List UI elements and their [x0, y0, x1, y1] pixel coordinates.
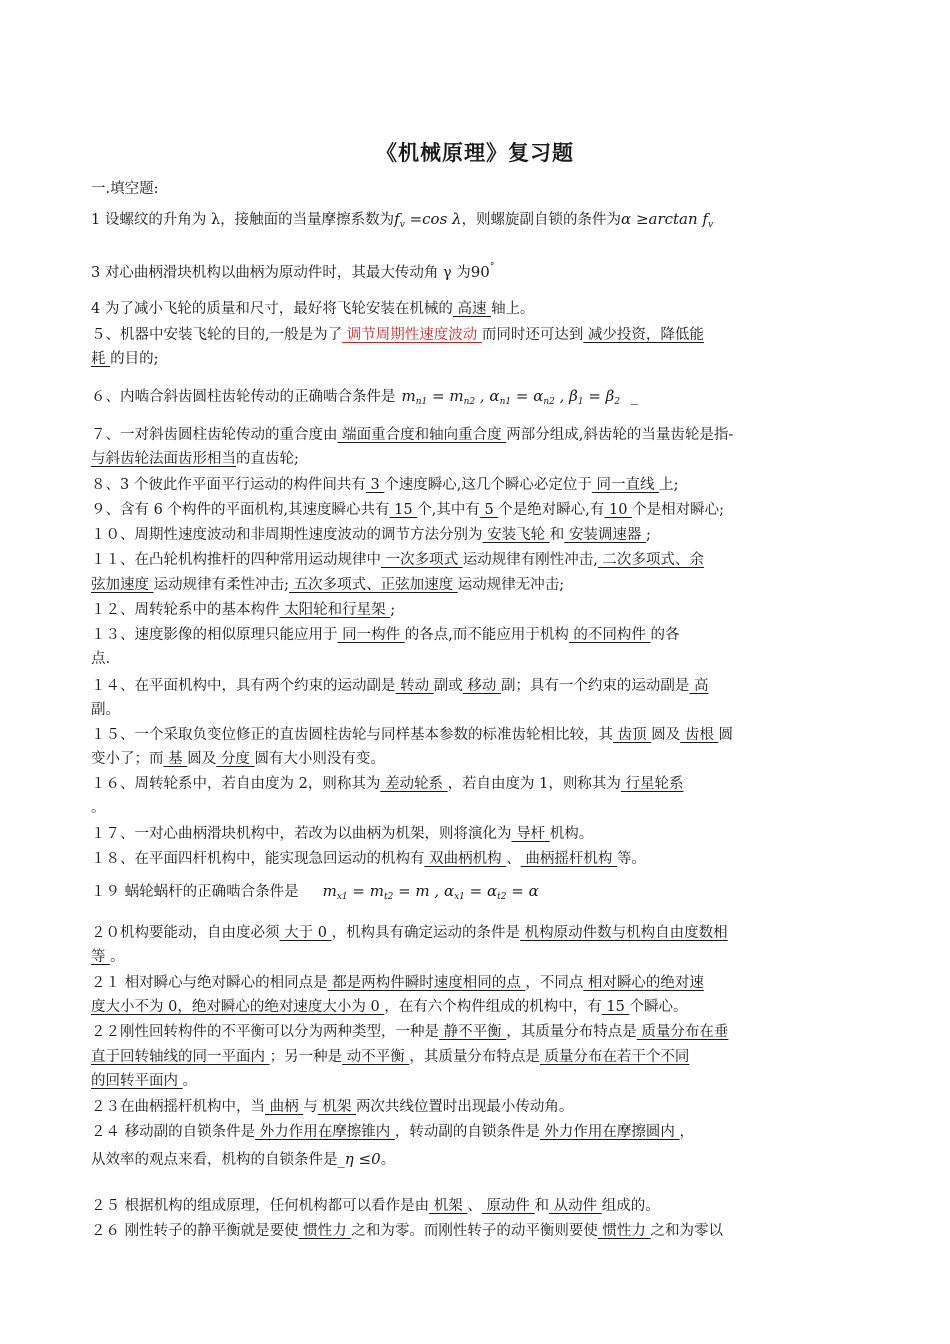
question-14-cont: 副。: [91, 702, 120, 718]
answer-blank: 惯性力: [597, 1223, 651, 1239]
question-13-cont: 点.: [91, 651, 111, 667]
answer-blank: 惯性力: [298, 1223, 352, 1239]
question-24: ２４ 移动副的自锁条件是 外力作用在摩擦锥内 ，转动副的自锁条件是 外力作用在摩擦圆内 ，: [91, 1124, 695, 1140]
question-9: ９、含有 6 个构件的平面机构,其速度瞬心共有 15 个,其中有 5 个是绝对瞬心,有 10 个是相对瞬心;: [91, 502, 724, 518]
answer-blank: 太阳轮和行星架: [279, 602, 391, 618]
question-5: ５、机器中安装飞轮的目的,一般是为了 调节周期性速度波动 而同时还可达到 减少投资，降低能: [91, 327, 704, 343]
answer-blank: 等: [91, 949, 111, 965]
answer-blank: 分度: [216, 751, 255, 767]
question-10: １０、周期性速度波动和非周期性速度波动的调节方法分别为 安装飞轮 和 安装调速器 ;: [91, 527, 651, 543]
answer-blank: 高速: [452, 301, 492, 317]
section-heading: 一.填空题:: [91, 181, 159, 197]
question-19: １９ 蜗轮蜗杆的正确啮合条件是 $m_{x1} = m_{t2} = m$ , $\alpha_{x1} = \alpha_{t2} = \alpha$: [91, 874, 861, 908]
answer-blank: 15: [389, 502, 418, 518]
page-title: 《机械原理》复习题: [376, 141, 574, 165]
question-21: ２１ 相对瞬心与绝对瞬心的相同点是 都是两构件瞬时速度相同的点 ，不同点 相对瞬心的绝对速: [91, 975, 704, 991]
formula-internal-helical-mesh: $m_{n1} = m_{n2}$ , $\alpha_{n1} = \alpha_{n2}$ , $\beta_1 = \beta_2$: [396, 378, 627, 414]
answer-blank: 的不同构件: [568, 627, 651, 643]
answer-blank: 曲柄: [265, 1099, 304, 1115]
answer-blank: 安装飞轮: [482, 527, 550, 543]
answer-angle: 90°: [470, 262, 495, 281]
question-1: 1 设螺纹的升角为 λ，接触面的当量摩擦系数为$f_v =\cos$ λ，则螺旋副自锁的条件为α ≥arctan $f_v$: [91, 210, 714, 230]
answer-blank: 曲柄摇杆机构: [520, 851, 617, 867]
formula-self-lock: α ≥arctan $f_v$: [621, 210, 714, 230]
answer-blank: 基: [163, 751, 188, 767]
question-20-cont: 等 。: [91, 949, 125, 965]
answer-blank: 外力作用在摩擦锥内: [255, 1124, 395, 1140]
question-11-cont: 弦加速度 运动规律有柔性冲击; 五次多项式、正弦加速度 运动规律无冲击;: [91, 577, 565, 593]
answer-blank: 弦加速度: [91, 577, 154, 593]
question-3: 3 对心曲柄滑块机构以曲柄为原动件时，其最大传动角 γ 为90°: [91, 262, 495, 281]
formula-efficiency: η ≤0: [344, 1150, 381, 1168]
answer-blank: 5: [479, 502, 499, 518]
answer-blank: 10: [604, 502, 633, 518]
question-20: ２０机构要能动，自由度必须 大于 0 ，机构具有确定运动的条件是 机构原动件数与机构自由度数相: [91, 925, 728, 941]
answer-blank: 齿根: [680, 727, 719, 743]
question-22: ２２刚性回转构件的不平衡可以分为两种类型，一种是 静不平衡 ，其质量分布特点是 质量分布在垂: [91, 1024, 729, 1040]
question-21-cont: 度大小不为 0，绝对瞬心的绝对速度大小为 0 ，在有六个构件组成的机构中，有 15 个瞬心。: [91, 999, 688, 1015]
answer-blank: 机架: [317, 1099, 356, 1115]
answer-blank: 3: [365, 477, 385, 493]
answer-blank: 齿顶: [613, 727, 652, 743]
question-22-cont2: 的回转平面内 。: [91, 1073, 198, 1089]
answer-blank: 机构原动件数与机构自由度数相: [520, 925, 728, 941]
answer-blank: 五次多项式、正弦加速度: [289, 577, 458, 593]
answer-blank: 转动: [395, 678, 434, 694]
answer-blank: 的回转平面内: [91, 1073, 183, 1089]
answer-blank: 静不平衡: [439, 1024, 507, 1040]
answer-blank: 外力作用在摩擦圆内: [539, 1124, 680, 1140]
answer-blank: 二次多项式、余: [597, 552, 704, 568]
answer-blank: 导杆: [511, 826, 550, 842]
answer-blank: 端面重合度和轴向重合度: [337, 427, 507, 443]
answer-blank: 从动件: [549, 1198, 602, 1214]
question-24-cont: 从效率的观点来看，机构的自锁条件是_η ≤0。: [91, 1150, 396, 1168]
question-22-cont: 直于回转轴线的同一平面内 ；另一种是 动不平衡 ，其质量分布特点是 质量分布在若干个不同: [91, 1049, 690, 1065]
question-13: １３、速度影像的相似原理只能应用于 同一构件 的各点,而不能应用于机构 的不同构件 的各: [91, 627, 680, 643]
question-16: １６、周转轮系中，若自由度为 2，则称其为 差动轮系 ，若自由度为 1，则称其为 行星轮系: [91, 776, 684, 792]
answer-blank: 度大小不为 0，绝对瞬心的绝对速度大小为 0: [91, 999, 385, 1015]
answer-blank: 相对瞬心的绝对速: [583, 975, 704, 991]
answer-blank: 高: [689, 678, 709, 694]
answer-blank: 机架: [429, 1198, 468, 1214]
question-7: ７、一对斜齿圆柱齿轮传动的重合度由 端面重合度和轴向重合度 两部分组成,斜齿轮的当量齿轮是指-: [91, 427, 734, 443]
answer-blank: 原动件: [481, 1198, 535, 1214]
answer-blank: 同一直线: [591, 477, 660, 493]
answer-blank: 质量分布在若干个不同: [539, 1049, 690, 1065]
answer-blank: 一次多项式: [381, 552, 463, 568]
question-5-cont: 耗 的目的;: [91, 351, 159, 367]
question-26: ２６ 刚性转子的静平衡就是要使 惯性力 之和为零。而刚性转子的动平衡则要使 惯性力 之和为零以: [91, 1223, 724, 1239]
formula-worm-mesh: $m_{x1} = m_{t2} = m$ , $\alpha_{x1} = \alpha_{t2} = \alpha$: [317, 874, 545, 908]
question-23: ２３在曲柄摇杆机构中，当 曲柄 与 机架 两次共线位置时出现最小传动角。: [91, 1099, 574, 1115]
answer-blank: 大于 0: [279, 925, 332, 941]
question-15-cont: 变小了；而 基 圆及 分度 圆有大小则没有变。: [91, 751, 385, 767]
answer-blank: 安装调速器: [564, 527, 646, 543]
question-11: １１、在凸轮机构推杆的四种常用运动规律中 一次多项式 运动规律有刚性冲击, 二次多项式、余: [91, 552, 704, 568]
answer-blank: 动不平衡: [342, 1049, 410, 1065]
answer-blank-red: 调节周期性速度波动: [342, 327, 482, 343]
question-6: ６、内啮合斜齿圆柱齿轮传动的正确啮合条件是 $m_{n1} = m_{n2}$ , $\alpha_{n1} = \alpha_{n2}$ , $\beta_1 = \beta_2$ _: [91, 378, 861, 414]
answer-blank: 差动轮系: [380, 776, 448, 792]
answer-blank: 直于回转轴线的同一平面内: [91, 1049, 270, 1065]
question-18: １８、在平面四杆机构中，能实现急回运动的机构有 双曲柄机构 、 曲柄摇杆机构 等。: [91, 851, 646, 867]
question-16-cont: 。: [91, 800, 106, 816]
answer-blank: 同一构件: [337, 627, 405, 643]
question-14: １４、在平面机构中，具有两个约束的运动副是 转动 副或 移动 副；具有一个约束的运动副是 高: [91, 678, 709, 694]
answer-blank: 质量分布在垂: [636, 1024, 729, 1040]
question-15: １５、一个采取负变位修正的直齿圆柱齿轮与同样基本参数的标准齿轮相比较，其 齿顶 圆及 齿根 圆: [91, 727, 733, 743]
question-8: ８、3 个彼此作平面平行运动的构件间共有 3 个速度瞬心,这几个瞬心必定位于 同一直线 上;: [91, 477, 679, 493]
question-17: １７、一对心曲柄滑块机构中，若改为以曲柄为机架，则将演化为 导杆 机构。: [91, 826, 594, 842]
question-12: １２、周转轮系中的基本构件 太阳轮和行星架 ;: [91, 602, 396, 618]
answer-blank: 移动: [462, 678, 501, 694]
answer-blank: 行星轮系: [620, 776, 684, 792]
answer-blank: 减少投资，降低能: [583, 327, 704, 343]
answer-blank: 15: [601, 999, 630, 1015]
question-25: ２５ 根据机构的组成原理，任何机构都可以看作是由 机架 、 原动件 和 从动件 组成的。: [91, 1198, 660, 1214]
question-7-cont: 与斜齿轮法面齿形相当的直齿轮;: [91, 451, 299, 467]
question-4: 4 为了减小飞轮的质量和尺寸，最好将飞轮安装在机械的 高速 轴上。: [91, 301, 535, 317]
formula-friction: $f_v =\cos$ λ: [394, 210, 462, 230]
answer-blank: 都是两构件瞬时速度相同的点: [327, 975, 526, 991]
answer-blank: 与斜齿轮法面齿形相当: [91, 451, 236, 467]
answer-blank: 耗: [91, 351, 111, 367]
answer-blank: 双曲柄机构: [424, 851, 507, 867]
